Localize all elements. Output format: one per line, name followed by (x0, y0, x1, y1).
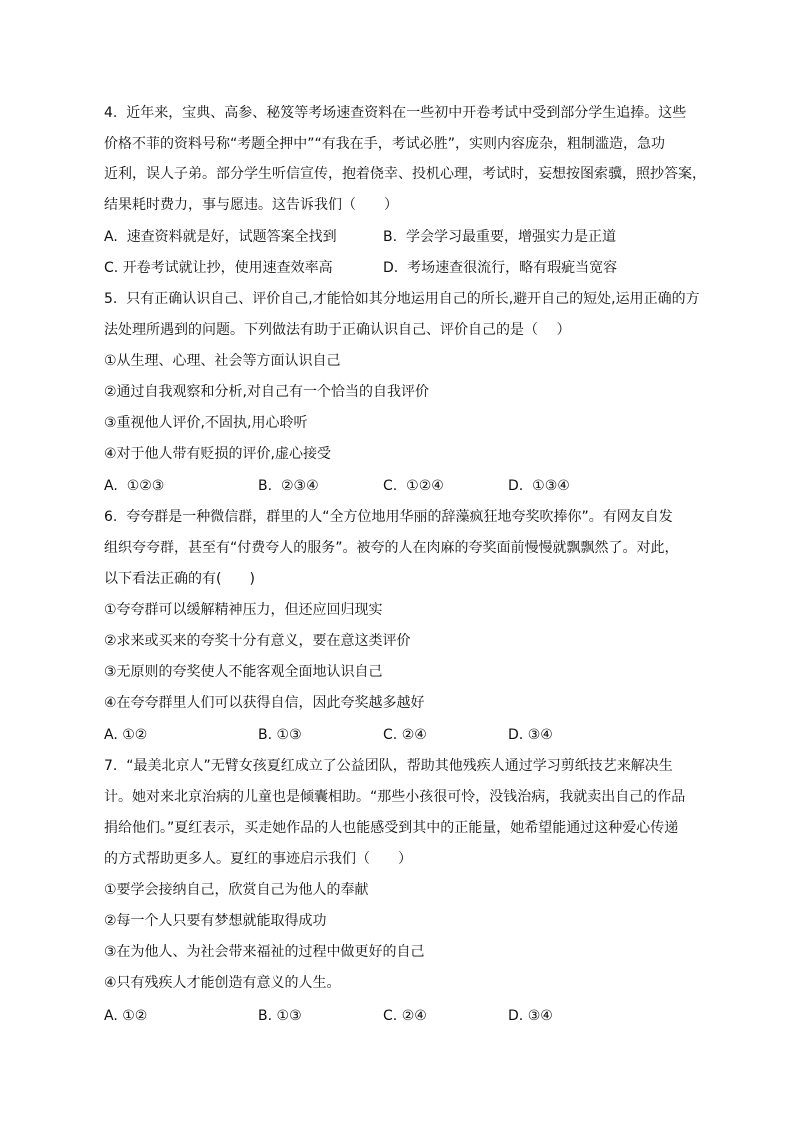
option-text: ①② (122, 1008, 148, 1024)
option-text: ①② (122, 727, 148, 743)
option-a (104, 1006, 147, 1026)
statement-1: ①要学会接纳自己，欣赏自己为他人的奉献 (104, 882, 369, 898)
option-d (508, 1006, 553, 1026)
option-b (258, 476, 319, 496)
statement-4: ④对于他人带有贬损的评价,虚心接受 (104, 446, 332, 462)
option-b (258, 1006, 302, 1026)
option-label: A. (104, 478, 118, 494)
option-text: ①②④ (406, 478, 444, 494)
question-number: 6. (104, 509, 118, 525)
statement-4: ④只有残疾人才能创造有意义的人生。 (104, 975, 341, 991)
option-d (508, 725, 553, 745)
statement-2: ②每一个人只要有梦想就能取得成功 (104, 913, 327, 929)
question-7-line-1 (104, 756, 673, 776)
option-b (258, 725, 302, 745)
option-text: ①②③ (126, 478, 165, 494)
question-6-line-1 (104, 507, 673, 527)
question-stem-text: 价格不菲的资料号称“考题全押中”“有我在手，考试必胜”，实则内容庞杂，粗制滥造，急功 (104, 136, 666, 152)
option-d (383, 258, 617, 278)
question-stem-text: 只有正确认识自己、评价自己,才能恰如其分地运用自己的所长,避开自己的短处,运用正确的方 (126, 291, 700, 307)
option-text: 开卷考试就让抄，使用速查效率高 (122, 260, 333, 276)
option-text: ①③④ (532, 478, 570, 494)
option-label: B. (258, 1008, 273, 1024)
question-5-line-1 (104, 289, 700, 309)
option-c (383, 1006, 427, 1026)
option-text: ①③ (276, 727, 302, 743)
option-c (383, 725, 427, 745)
option-text: ②④ (401, 1008, 427, 1024)
option-b (383, 227, 616, 247)
statement-3: ③在为他人、为社会带来福祉的过程中做更好的自己 (104, 944, 425, 960)
option-text: ①③ (276, 1008, 302, 1024)
option-a (104, 227, 337, 247)
statement-3: ③重视他人评价,不固执,用心聆听 (104, 415, 308, 431)
question-number: 5. (104, 291, 118, 307)
option-label: C. (383, 727, 398, 743)
option-label: A. (104, 727, 118, 743)
question-stem-text: 结果耗时费力，事与愿违。这告诉我们（ ） (104, 197, 398, 213)
question-4-line-1 (104, 103, 686, 123)
question-stem-text: 捐给他们。”夏红表示，买走她作品的人也能感受到其中的正能量，她希望能通过这种爱心传递 (104, 820, 679, 836)
option-label: A. (104, 229, 118, 245)
question-stem-text: “最美北京人”无臂女孩夏红成立了公益团队，帮助其他残疾人通过学习剪纸技艺来解决生 (126, 758, 673, 774)
question-stem-text: 的方式帮助更多人。夏红的事迹启示我们（ ） (104, 851, 412, 867)
question-stem-text: 近年来，宝典、高参、秘笈等考场速查资料在一些初中开卷考试中受到部分学生追捧。这些 (126, 105, 687, 121)
statement-3: ③无原则的夸奖使人不能客观全面地认识自己 (104, 664, 383, 680)
option-d (508, 476, 570, 496)
option-text: ②④ (401, 727, 427, 743)
option-text: ②③④ (280, 478, 319, 494)
statement-2: ②求来或买来的夸奖十分有意义，要在意这类评价 (104, 633, 411, 649)
question-number: 7. (104, 758, 118, 774)
question-stem-text: 近利，误人子弟。部分学生听信宣传，抱着侥幸、投机心理，考试时，妄想按图索骥，照抄答案， (104, 166, 706, 182)
statement-1: ①夸夸群可以缓解精神压力，但还应回归现实 (104, 602, 383, 618)
option-a (104, 476, 164, 496)
option-label: D. (508, 727, 524, 743)
option-c (383, 476, 444, 496)
question-stem-text: 夸夸群是一种微信群，群里的人“全方位地用华丽的辞藻疯狂地夸奖吹捧你”。有网友自发 (126, 509, 673, 525)
option-label: B. (383, 229, 398, 245)
option-label: D. (383, 260, 399, 276)
statement-4: ④在夸夸群里人们可以获得自信，因此夸奖越多越好 (104, 695, 425, 711)
statement-2: ②通过自我观察和分析,对自己有一个恰当的自我评价 (104, 384, 429, 400)
question-number: 4. (104, 105, 118, 121)
statement-1: ①从生理、心理、社会等方面认识自己 (104, 353, 341, 369)
question-stem-text: 组织夸夸群，甚至有“付费夸人的服务”。被夸的人在肉麻的夸奖面前慢慢就飘飘然了。对此， (104, 540, 679, 556)
option-label: C. (104, 260, 119, 276)
option-label: D. (508, 478, 524, 494)
option-text: 考场速查很流行，略有瑕疵当宽容 (407, 260, 618, 276)
option-c (104, 258, 333, 278)
option-label: C. (383, 1008, 398, 1024)
option-label: C. (383, 478, 398, 494)
option-label: A. (104, 1008, 118, 1024)
question-stem-text: 计。她对来北京治病的儿童也是倾囊相助。“那些小孩很可怜，没钱治病，我就卖出自己的作品 (104, 789, 686, 805)
option-label: B. (258, 727, 273, 743)
option-text: 速查资料就是好，试题答案全找到 (126, 229, 337, 245)
option-text: 学会学习最重要，增强实力是正道 (405, 229, 616, 245)
option-label: B. (258, 478, 273, 494)
option-label: D. (508, 1008, 524, 1024)
option-text: ③④ (527, 1008, 553, 1024)
option-text: ③④ (527, 727, 553, 743)
option-a (104, 725, 147, 745)
question-stem-text: 法处理所遇到的问题。下列做法有助于正确认识自己、评价自己的是（ ） (104, 322, 571, 338)
question-stem-text: 以下看法正确的有( ) (104, 571, 255, 587)
